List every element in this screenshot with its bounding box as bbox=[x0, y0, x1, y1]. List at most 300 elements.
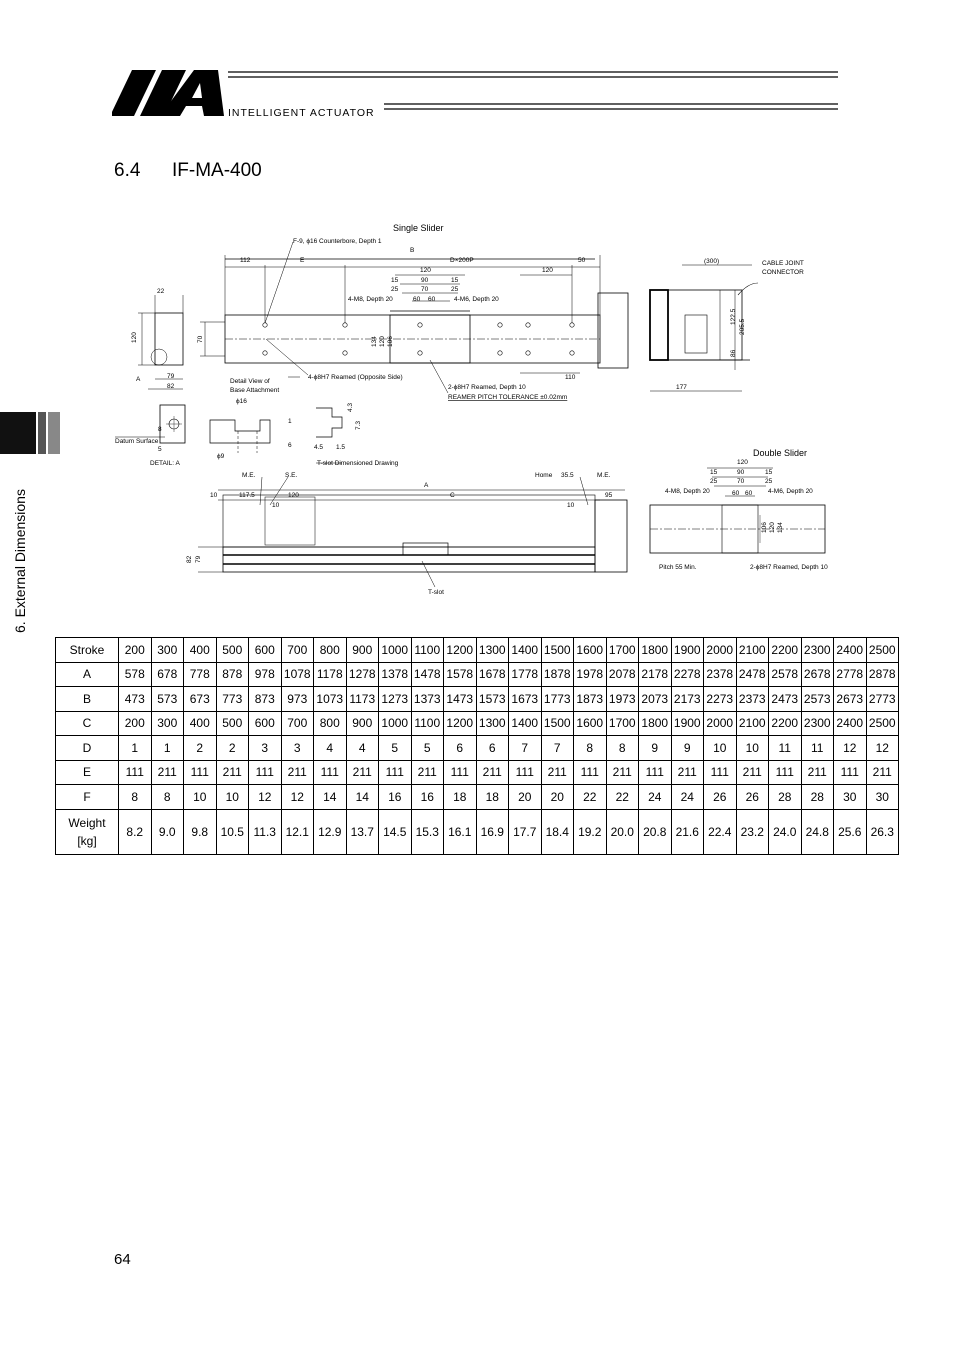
table-cell: 211 bbox=[541, 760, 574, 785]
dimension-drawing bbox=[110, 215, 850, 600]
table-cell: 1400 bbox=[509, 711, 542, 736]
table-cell: 2 bbox=[216, 736, 249, 761]
table-cell: 211 bbox=[281, 760, 314, 785]
svg-text:70: 70 bbox=[737, 478, 745, 485]
table-row-a bbox=[56, 662, 899, 687]
table-cell: 600 bbox=[249, 638, 282, 663]
table-cell: 1100 bbox=[411, 638, 444, 663]
row-label: E bbox=[56, 760, 119, 785]
table-cell: 2473 bbox=[769, 687, 802, 712]
table-cell: 1678 bbox=[476, 662, 509, 687]
table-cell: 1700 bbox=[606, 711, 639, 736]
table-cell: 20.8 bbox=[639, 809, 672, 854]
svg-text:10: 10 bbox=[567, 502, 575, 509]
table-cell: 2173 bbox=[671, 687, 704, 712]
table-cell: 5 bbox=[379, 736, 412, 761]
svg-text:15: 15 bbox=[391, 277, 399, 284]
section-name: IF-MA-400 bbox=[172, 160, 262, 181]
svg-text:ϕ16: ϕ16 bbox=[236, 398, 247, 405]
table-cell: 111 bbox=[509, 760, 542, 785]
svg-text:60: 60 bbox=[732, 490, 740, 497]
svg-text:120: 120 bbox=[542, 267, 553, 274]
svg-text:Home: Home bbox=[535, 472, 553, 479]
svg-text:60: 60 bbox=[413, 296, 421, 303]
table-cell: 111 bbox=[574, 760, 607, 785]
svg-text:70: 70 bbox=[197, 335, 204, 343]
table-cell: 12.9 bbox=[314, 809, 347, 854]
svg-text:4-M6, Depth 20: 4-M6, Depth 20 bbox=[768, 488, 813, 495]
table-cell: 2200 bbox=[769, 638, 802, 663]
row-label: D bbox=[56, 736, 119, 761]
table-cell: 1773 bbox=[541, 687, 574, 712]
table-cell: 211 bbox=[476, 760, 509, 785]
svg-text:134: 134 bbox=[371, 336, 378, 347]
actuator-end-block bbox=[598, 293, 628, 368]
svg-text:Datum Surface: Datum Surface bbox=[115, 438, 159, 445]
table-cell: 211 bbox=[866, 760, 899, 785]
table-cell: 2100 bbox=[736, 638, 769, 663]
table-cell: 1 bbox=[151, 736, 184, 761]
table-cell: 2 bbox=[184, 736, 217, 761]
svg-text:4-M8, Depth 20: 4-M8, Depth 20 bbox=[665, 488, 710, 495]
table-cell: 15.3 bbox=[411, 809, 444, 854]
table-cell: 9 bbox=[671, 736, 704, 761]
table-cell: 11 bbox=[801, 736, 834, 761]
table-cell: 1300 bbox=[476, 711, 509, 736]
iai-logo bbox=[112, 68, 842, 124]
section-number: 6.4 bbox=[114, 160, 141, 181]
table-row-d bbox=[56, 736, 899, 761]
svg-text:7.3: 7.3 bbox=[355, 420, 362, 430]
table-cell: 2378 bbox=[704, 662, 737, 687]
table-cell: 10 bbox=[736, 736, 769, 761]
table-cell: 26 bbox=[736, 785, 769, 810]
table-cell: 200 bbox=[119, 711, 152, 736]
table-cell: 111 bbox=[444, 760, 477, 785]
svg-text:B: B bbox=[410, 247, 415, 254]
table-cell: 18 bbox=[444, 785, 477, 810]
svg-text:4-M6, Depth 20: 4-M6, Depth 20 bbox=[454, 296, 499, 303]
svg-text:Pitch 55 Min.: Pitch 55 Min. bbox=[659, 564, 697, 571]
svg-text:D×200P: D×200P bbox=[450, 257, 474, 264]
table-cell: 11 bbox=[769, 736, 802, 761]
table-cell: 11.3 bbox=[249, 809, 282, 854]
table-cell: 111 bbox=[834, 760, 867, 785]
svg-text:15: 15 bbox=[710, 469, 718, 476]
svg-text:79: 79 bbox=[195, 555, 202, 563]
table-cell: 773 bbox=[216, 687, 249, 712]
double-slider-title: Double Slider bbox=[753, 448, 808, 458]
svg-text:E: E bbox=[300, 257, 305, 264]
table-cell: 16 bbox=[379, 785, 412, 810]
table-cell: 211 bbox=[736, 760, 769, 785]
table-cell: 28 bbox=[801, 785, 834, 810]
svg-text:112: 112 bbox=[240, 257, 251, 264]
table-row-f bbox=[56, 785, 899, 810]
svg-text:4.5: 4.5 bbox=[314, 444, 324, 451]
table-cell: 24.8 bbox=[801, 809, 834, 854]
table-cell: 111 bbox=[119, 760, 152, 785]
table-cell: 400 bbox=[184, 638, 217, 663]
svg-text:35.5: 35.5 bbox=[561, 472, 574, 479]
svg-text:ϕ9: ϕ9 bbox=[217, 453, 225, 460]
end-view-left bbox=[155, 313, 183, 365]
row-label bbox=[56, 809, 119, 854]
table-cell: 10 bbox=[216, 785, 249, 810]
table-cell: 24 bbox=[639, 785, 672, 810]
table-cell: 2073 bbox=[639, 687, 672, 712]
table-cell: 6 bbox=[476, 736, 509, 761]
table-cell: 1500 bbox=[541, 638, 574, 663]
table-cell: 24 bbox=[671, 785, 704, 810]
table-cell: 24.0 bbox=[769, 809, 802, 854]
table-cell: 1178 bbox=[314, 662, 347, 687]
svg-text:82: 82 bbox=[186, 555, 193, 563]
svg-text:25: 25 bbox=[451, 286, 459, 293]
table-cell: 1273 bbox=[379, 687, 412, 712]
svg-text:120: 120 bbox=[737, 459, 748, 466]
table-cell: 473 bbox=[119, 687, 152, 712]
row-label: Stroke bbox=[56, 638, 119, 663]
table-cell: 16 bbox=[411, 785, 444, 810]
side-view-body bbox=[650, 290, 742, 360]
table-cell: 2578 bbox=[769, 662, 802, 687]
table-cell: 2300 bbox=[801, 711, 834, 736]
svg-text:4.3: 4.3 bbox=[347, 402, 354, 412]
table-cell: 111 bbox=[639, 760, 672, 785]
table-cell: 8 bbox=[574, 736, 607, 761]
table-cell: 28 bbox=[769, 785, 802, 810]
svg-text:15: 15 bbox=[765, 469, 773, 476]
slider-top bbox=[390, 315, 470, 363]
svg-text:10: 10 bbox=[272, 502, 280, 509]
table-cell: 1200 bbox=[444, 711, 477, 736]
table-cell: 2878 bbox=[866, 662, 899, 687]
table-cell: 2500 bbox=[866, 638, 899, 663]
base-attachment-detail bbox=[210, 420, 270, 443]
table-cell: 111 bbox=[704, 760, 737, 785]
table-cell: 678 bbox=[151, 662, 184, 687]
table-cell: 1600 bbox=[574, 638, 607, 663]
svg-text:A: A bbox=[136, 376, 141, 383]
side-tab-marker bbox=[0, 412, 60, 454]
table-cell: 211 bbox=[151, 760, 184, 785]
svg-text:122.5: 122.5 bbox=[730, 308, 737, 325]
table-cell: 22.4 bbox=[704, 809, 737, 854]
table-cell: 2100 bbox=[736, 711, 769, 736]
table-cell: 500 bbox=[216, 711, 249, 736]
table-cell: 1973 bbox=[606, 687, 639, 712]
svg-text:F-9, ϕ16 Counterbore, Depth 1: F-9, ϕ16 Counterbore, Depth 1 bbox=[293, 238, 382, 245]
table-row-b bbox=[56, 687, 899, 712]
svg-text:CABLE JOINT: CABLE JOINT bbox=[762, 260, 804, 267]
brand-text: INTELLIGENT ACTUATOR bbox=[228, 107, 375, 119]
svg-text:6: 6 bbox=[288, 442, 292, 449]
table-cell: 400 bbox=[184, 711, 217, 736]
table-cell: 8.2 bbox=[119, 809, 152, 854]
svg-text:5: 5 bbox=[158, 446, 162, 453]
table-cell: 800 bbox=[314, 711, 347, 736]
table-cell: 300 bbox=[151, 711, 184, 736]
table-cell: 2078 bbox=[606, 662, 639, 687]
table-cell: 2178 bbox=[639, 662, 672, 687]
table-cell: 1778 bbox=[509, 662, 542, 687]
slider-side bbox=[403, 543, 448, 555]
table-cell: 7 bbox=[541, 736, 574, 761]
table-cell: 3 bbox=[281, 736, 314, 761]
table-cell: 1473 bbox=[444, 687, 477, 712]
svg-text:(300): (300) bbox=[704, 258, 720, 265]
table-cell: 2778 bbox=[834, 662, 867, 687]
page-number: 64 bbox=[114, 1251, 131, 1268]
table-cell: 111 bbox=[249, 760, 282, 785]
svg-text:Base Attachment: Base Attachment bbox=[230, 387, 280, 394]
row-label: F bbox=[56, 785, 119, 810]
table-cell: 1873 bbox=[574, 687, 607, 712]
svg-text:2-ϕ8H7 Reamed, Depth 10: 2-ϕ8H7 Reamed, Depth 10 bbox=[750, 564, 828, 571]
table-cell: 800 bbox=[314, 638, 347, 663]
table-cell: 2400 bbox=[834, 638, 867, 663]
table-cell: 500 bbox=[216, 638, 249, 663]
table-cell: 2000 bbox=[704, 711, 737, 736]
table-cell: 1578 bbox=[444, 662, 477, 687]
table-cell: 211 bbox=[411, 760, 444, 785]
svg-text:86: 86 bbox=[730, 349, 737, 357]
table-cell: 2773 bbox=[866, 687, 899, 712]
table-cell: 2200 bbox=[769, 711, 802, 736]
table-cell: 2573 bbox=[801, 687, 834, 712]
table-cell: 2673 bbox=[834, 687, 867, 712]
svg-text:177: 177 bbox=[676, 384, 687, 391]
table-cell: 20 bbox=[541, 785, 574, 810]
table-cell: 1 bbox=[119, 736, 152, 761]
table-cell: 211 bbox=[346, 760, 379, 785]
table-cell: 10 bbox=[184, 785, 217, 810]
row-label-line: [kg] bbox=[77, 833, 97, 848]
table-cell: 5 bbox=[411, 736, 444, 761]
table-cell: 111 bbox=[769, 760, 802, 785]
table-cell: 1078 bbox=[281, 662, 314, 687]
table-cell: 211 bbox=[216, 760, 249, 785]
table-cell: 26.3 bbox=[866, 809, 899, 854]
table-cell: 1500 bbox=[541, 711, 574, 736]
svg-text:117.5: 117.5 bbox=[239, 492, 255, 499]
table-cell: 211 bbox=[606, 760, 639, 785]
table-cell: 8 bbox=[151, 785, 184, 810]
svg-text:25: 25 bbox=[765, 478, 773, 485]
table-body bbox=[56, 638, 899, 855]
svg-text:A: A bbox=[424, 482, 429, 489]
table-row-c bbox=[56, 711, 899, 736]
table-cell: 6 bbox=[444, 736, 477, 761]
svg-text:50: 50 bbox=[578, 257, 586, 264]
table-cell: 1173 bbox=[346, 687, 379, 712]
table-cell: 2273 bbox=[704, 687, 737, 712]
table-cell: 573 bbox=[151, 687, 184, 712]
svg-text:90: 90 bbox=[737, 469, 745, 476]
table-cell: 25.6 bbox=[834, 809, 867, 854]
svg-text:REAMER PITCH TOLERANCE ±0.02mm: REAMER PITCH TOLERANCE ±0.02mm bbox=[448, 394, 568, 401]
table-cell: 1073 bbox=[314, 687, 347, 712]
svg-text:120: 120 bbox=[288, 492, 299, 499]
table-cell: 2478 bbox=[736, 662, 769, 687]
svg-text:10: 10 bbox=[210, 492, 218, 499]
svg-text:22: 22 bbox=[157, 288, 165, 295]
table-cell: 111 bbox=[379, 760, 412, 785]
svg-text:4-ϕ8H7 Reamed (Opposite Side): 4-ϕ8H7 Reamed (Opposite Side) bbox=[308, 374, 403, 381]
table-cell: 17.7 bbox=[509, 809, 542, 854]
table-cell: 14 bbox=[314, 785, 347, 810]
svg-text:79: 79 bbox=[167, 373, 175, 380]
table-cell: 18 bbox=[476, 785, 509, 810]
table-cell: 1278 bbox=[346, 662, 379, 687]
svg-text:C: C bbox=[450, 492, 455, 499]
table-cell: 200 bbox=[119, 638, 152, 663]
table-cell: 1600 bbox=[574, 711, 607, 736]
table-cell: 18.4 bbox=[541, 809, 574, 854]
table-cell: 2278 bbox=[671, 662, 704, 687]
table-cell: 973 bbox=[281, 687, 314, 712]
svg-text:CONNECTOR: CONNECTOR bbox=[762, 269, 804, 276]
table-cell: 900 bbox=[346, 638, 379, 663]
tslot-detail bbox=[316, 408, 342, 437]
svg-text:4-M8, Depth 20: 4-M8, Depth 20 bbox=[348, 296, 393, 303]
svg-text:70: 70 bbox=[421, 286, 429, 293]
table-cell: 1700 bbox=[606, 638, 639, 663]
table-cell: 1000 bbox=[379, 711, 412, 736]
table-cell: 1800 bbox=[639, 638, 672, 663]
svg-text:2-ϕ8H7 Reamed, Depth 10: 2-ϕ8H7 Reamed, Depth 10 bbox=[448, 384, 526, 391]
table-cell: 16.9 bbox=[476, 809, 509, 854]
table-cell: 300 bbox=[151, 638, 184, 663]
table-cell: 2000 bbox=[704, 638, 737, 663]
table-cell: 600 bbox=[249, 711, 282, 736]
table-cell: 22 bbox=[606, 785, 639, 810]
table-cell: 1900 bbox=[671, 638, 704, 663]
table-cell: 1673 bbox=[509, 687, 542, 712]
table-cell: 1300 bbox=[476, 638, 509, 663]
table-cell: 1200 bbox=[444, 638, 477, 663]
table-cell: 1100 bbox=[411, 711, 444, 736]
section-title bbox=[114, 160, 262, 182]
table-cell: 16.1 bbox=[444, 809, 477, 854]
table-cell: 4 bbox=[314, 736, 347, 761]
table-cell: 2373 bbox=[736, 687, 769, 712]
svg-text:25: 25 bbox=[391, 286, 399, 293]
table-cell: 978 bbox=[249, 662, 282, 687]
table-cell: 878 bbox=[216, 662, 249, 687]
svg-text:1.5: 1.5 bbox=[336, 444, 346, 451]
table-cell: 9.8 bbox=[184, 809, 217, 854]
table-cell: 30 bbox=[834, 785, 867, 810]
table-cell: 12 bbox=[866, 736, 899, 761]
svg-text:DETAIL: A: DETAIL: A bbox=[150, 460, 180, 467]
table-cell: 1378 bbox=[379, 662, 412, 687]
svg-text:M.E.: M.E. bbox=[242, 472, 256, 479]
table-cell: 111 bbox=[184, 760, 217, 785]
table-cell: 7 bbox=[509, 736, 542, 761]
table-cell: 12 bbox=[249, 785, 282, 810]
svg-text:134: 134 bbox=[777, 522, 784, 533]
svg-text:120: 120 bbox=[420, 267, 431, 274]
row-label: B bbox=[56, 687, 119, 712]
svg-text:60: 60 bbox=[745, 490, 753, 497]
table-cell: 2678 bbox=[801, 662, 834, 687]
table-cell: 1573 bbox=[476, 687, 509, 712]
table-cell: 30 bbox=[866, 785, 899, 810]
table-cell: 12.1 bbox=[281, 809, 314, 854]
table-cell: 19.2 bbox=[574, 809, 607, 854]
table-cell: 700 bbox=[281, 638, 314, 663]
table-cell: 23.2 bbox=[736, 809, 769, 854]
svg-text:82: 82 bbox=[167, 383, 175, 390]
table-cell: 9 bbox=[639, 736, 672, 761]
table-cell: 8 bbox=[119, 785, 152, 810]
svg-text:25: 25 bbox=[710, 478, 718, 485]
table-cell: 2300 bbox=[801, 638, 834, 663]
table-row-stroke bbox=[56, 638, 899, 663]
table-cell: 778 bbox=[184, 662, 217, 687]
table-cell: 900 bbox=[346, 711, 379, 736]
svg-text:T-slot: T-slot bbox=[428, 589, 444, 596]
table-cell: 3 bbox=[249, 736, 282, 761]
table-row-e bbox=[56, 760, 899, 785]
svg-text:60: 60 bbox=[428, 296, 436, 303]
row-label: A bbox=[56, 662, 119, 687]
svg-text:106: 106 bbox=[387, 336, 394, 347]
svg-text:8: 8 bbox=[158, 426, 162, 433]
table-cell: 1373 bbox=[411, 687, 444, 712]
end-cap-side bbox=[595, 500, 627, 572]
table-cell: 1000 bbox=[379, 638, 412, 663]
table-cell: 873 bbox=[249, 687, 282, 712]
table-cell: 12 bbox=[281, 785, 314, 810]
svg-text:120: 120 bbox=[379, 336, 386, 347]
svg-text:15: 15 bbox=[451, 277, 459, 284]
table-cell: 20 bbox=[509, 785, 542, 810]
table-cell: 10 bbox=[704, 736, 737, 761]
table-cell: 673 bbox=[184, 687, 217, 712]
side-tab-label: 6. External Dimensions bbox=[12, 489, 28, 633]
svg-text:110: 110 bbox=[565, 374, 576, 381]
svg-text:Detail View of: Detail View of bbox=[230, 378, 270, 385]
table-cell: 14.5 bbox=[379, 809, 412, 854]
table-cell: 1878 bbox=[541, 662, 574, 687]
table-cell: 211 bbox=[671, 760, 704, 785]
svg-text:120: 120 bbox=[131, 332, 138, 343]
table-cell: 20.0 bbox=[606, 809, 639, 854]
table-cell: 8 bbox=[606, 736, 639, 761]
table-cell: 578 bbox=[119, 662, 152, 687]
table-cell: 1400 bbox=[509, 638, 542, 663]
table-cell: 9.0 bbox=[151, 809, 184, 854]
table-cell: 1978 bbox=[574, 662, 607, 687]
table-row-weight bbox=[56, 809, 899, 854]
svg-text:106: 106 bbox=[761, 522, 768, 533]
row-label: C bbox=[56, 711, 119, 736]
stroke-dimension-table bbox=[55, 637, 899, 855]
table-cell: 26 bbox=[704, 785, 737, 810]
table-cell: 13.7 bbox=[346, 809, 379, 854]
table-cell: 14 bbox=[346, 785, 379, 810]
row-label-line: Weight bbox=[68, 815, 106, 830]
table-cell: 22 bbox=[574, 785, 607, 810]
table-cell: 700 bbox=[281, 711, 314, 736]
table-cell: 4 bbox=[346, 736, 379, 761]
table-cell: 1900 bbox=[671, 711, 704, 736]
table-cell: 1800 bbox=[639, 711, 672, 736]
table-cell: 2500 bbox=[866, 711, 899, 736]
